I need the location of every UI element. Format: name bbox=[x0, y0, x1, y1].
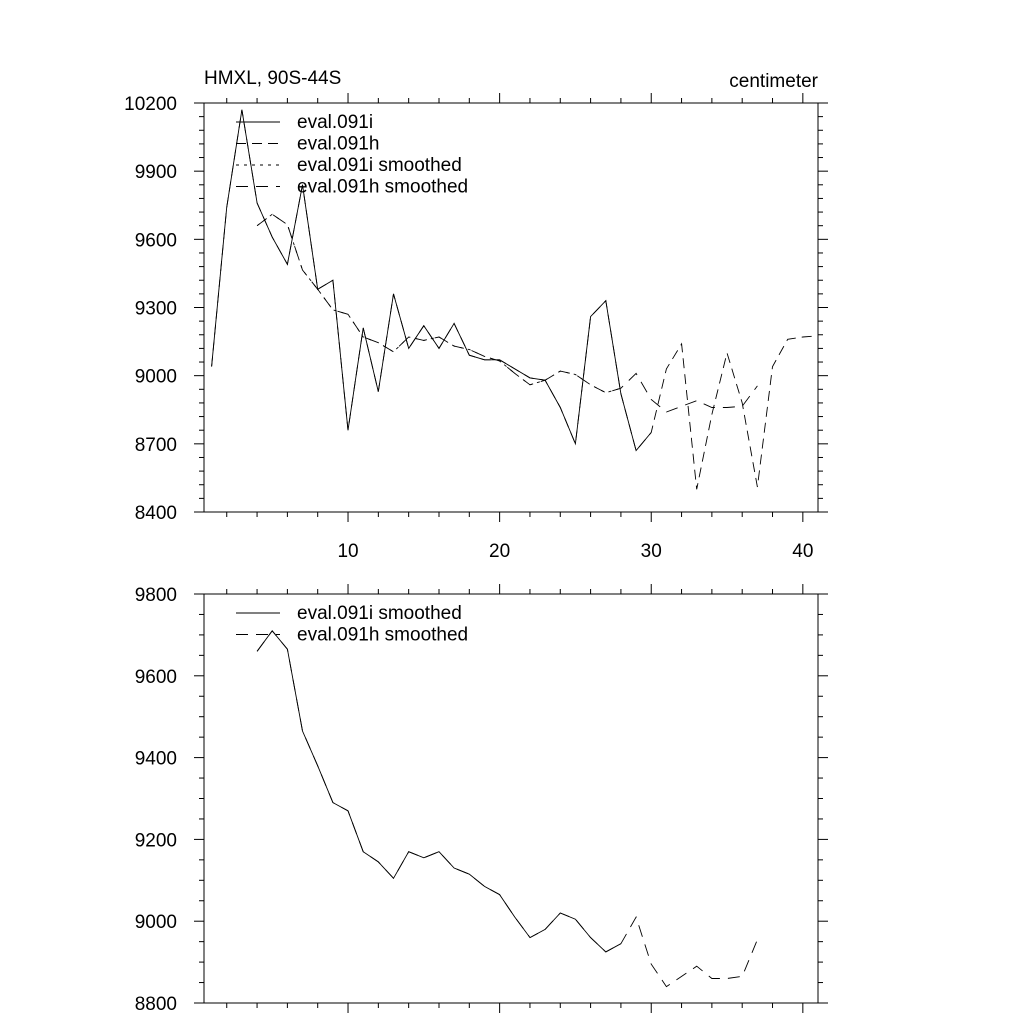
y-tick-label: 10200 bbox=[124, 94, 177, 115]
y-tick-label: 9300 bbox=[134, 298, 177, 320]
y-tick-label: 8800 bbox=[134, 994, 177, 1015]
y-tick-label: 8700 bbox=[134, 434, 177, 456]
series-line-eval-091h-smoothed bbox=[257, 214, 757, 412]
y-tick-label: 9000 bbox=[134, 912, 177, 934]
y-tick-label: 9600 bbox=[134, 230, 177, 252]
x-tick-label: 10 bbox=[337, 541, 359, 562]
legend-label: eval.091h bbox=[297, 133, 380, 155]
y-tick-label: 8400 bbox=[134, 503, 177, 524]
y-tick-label: 9900 bbox=[134, 162, 177, 184]
y-tick-label: 9000 bbox=[134, 366, 177, 388]
x-tick-label: 20 bbox=[489, 541, 511, 562]
x-tick-label: 30 bbox=[640, 541, 662, 562]
series-line-eval-091h-smoothed bbox=[257, 631, 757, 987]
legend-label: eval.091i bbox=[297, 112, 374, 133]
bottom-panel bbox=[135, 584, 828, 1015]
plot-frame bbox=[204, 594, 818, 1003]
legend-label: eval.091h smoothed bbox=[297, 624, 469, 646]
y-tick-label: 9200 bbox=[134, 830, 177, 852]
y-tick-label: 9600 bbox=[134, 666, 177, 688]
y-tick-label: 9400 bbox=[134, 748, 177, 770]
series-line-eval-091i-smoothed bbox=[257, 214, 621, 392]
series-line-eval-091i-smoothed bbox=[257, 631, 621, 952]
x-tick-label: 40 bbox=[792, 541, 814, 562]
legend-label: eval.091i smoothed bbox=[297, 603, 462, 624]
legend-label: eval.091h smoothed bbox=[297, 176, 469, 198]
chart-units: centimeter bbox=[729, 71, 818, 92]
y-tick-label: 9800 bbox=[134, 585, 177, 606]
legend-label: eval.091i smoothed bbox=[297, 155, 462, 176]
top-panel bbox=[124, 93, 828, 562]
chart-title: HMXL, 90S-44S bbox=[204, 68, 342, 89]
